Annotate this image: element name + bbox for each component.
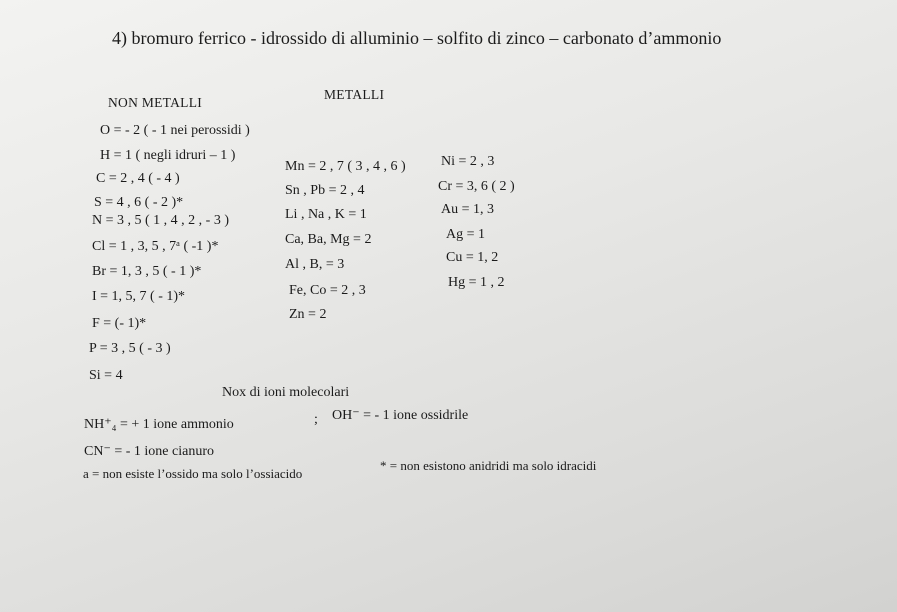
oxidation-Br: Br = 1, 3 , 5 ( - 1 )* xyxy=(92,264,202,279)
ion-hydroxide: OH⁻ = - 1 ione ossidrile xyxy=(332,408,469,423)
oxidation-Ag: Ag = 1 xyxy=(446,227,486,242)
ions-heading: Nox di ioni molecolari xyxy=(222,385,350,400)
oxidation-F: F = (- 1)* xyxy=(92,316,147,331)
oxidation-H: H = 1 ( negli idruri – 1 ) xyxy=(100,148,236,163)
non-metals-header: NON METALLI xyxy=(108,95,203,110)
oxidation-Li-Na-K: Li , Na , K = 1 xyxy=(285,207,367,222)
oxidation-Ni: Ni = 2 , 3 xyxy=(441,154,495,169)
footnote-a: a = non esiste l’ossido ma solo l’ossiacido xyxy=(83,466,303,481)
oxidation-Cr: Cr = 3, 6 ( 2 ) xyxy=(438,179,515,194)
oxidation-Au: Au = 1, 3 xyxy=(441,202,495,217)
oxidation-Cu: Cu = 1, 2 xyxy=(446,250,499,265)
oxidation-Si: Si = 4 xyxy=(89,368,123,383)
oxidation-P: P = 3 , 5 ( - 3 ) xyxy=(89,341,171,356)
footnote-star: * = non esistono anidridi ma solo idracidi xyxy=(380,458,597,473)
oxidation-O: O = - 2 ( - 1 nei perossidi ) xyxy=(100,123,250,138)
ion-separator: ; xyxy=(314,412,318,427)
oxidation-Mn: Mn = 2 , 7 ( 3 , 4 , 6 ) xyxy=(285,159,406,174)
metals-header: METALLI xyxy=(324,87,385,102)
oxidation-S: S = 4 , 6 ( - 2 )* xyxy=(94,195,184,210)
oxidation-N: N = 3 , 5 ( 1 , 4 , 2 , - 3 ) xyxy=(92,213,229,228)
oxidation-Al-B: Al , B, = 3 xyxy=(285,257,345,272)
oxidation-C: C = 2 , 4 ( - 4 ) xyxy=(96,171,180,186)
ion-cyanide: CN⁻ = - 1 ione cianuro xyxy=(84,444,214,459)
oxidation-Ca-Ba-Mg: Ca, Ba, Mg = 2 xyxy=(285,232,372,247)
exercise-title: 4) bromuro ferrico - idrossido di alluminio – solfito di zinco – carbonato d’ammonio xyxy=(112,28,722,48)
ion-ammonium: NH⁺₄ = + 1 ione ammonio xyxy=(84,417,234,432)
oxidation-Cl: Cl = 1 , 3, 5 , 7ᵃ ( -1 )* xyxy=(92,239,219,254)
oxidation-Fe-Co: Fe, Co = 2 , 3 xyxy=(289,283,366,298)
oxidation-Sn-Pb: Sn , Pb = 2 , 4 xyxy=(285,183,365,198)
oxidation-I: I = 1, 5, 7 ( - 1)* xyxy=(92,289,186,304)
oxidation-Hg: Hg = 1 , 2 xyxy=(448,275,505,290)
oxidation-Zn: Zn = 2 xyxy=(289,307,327,322)
